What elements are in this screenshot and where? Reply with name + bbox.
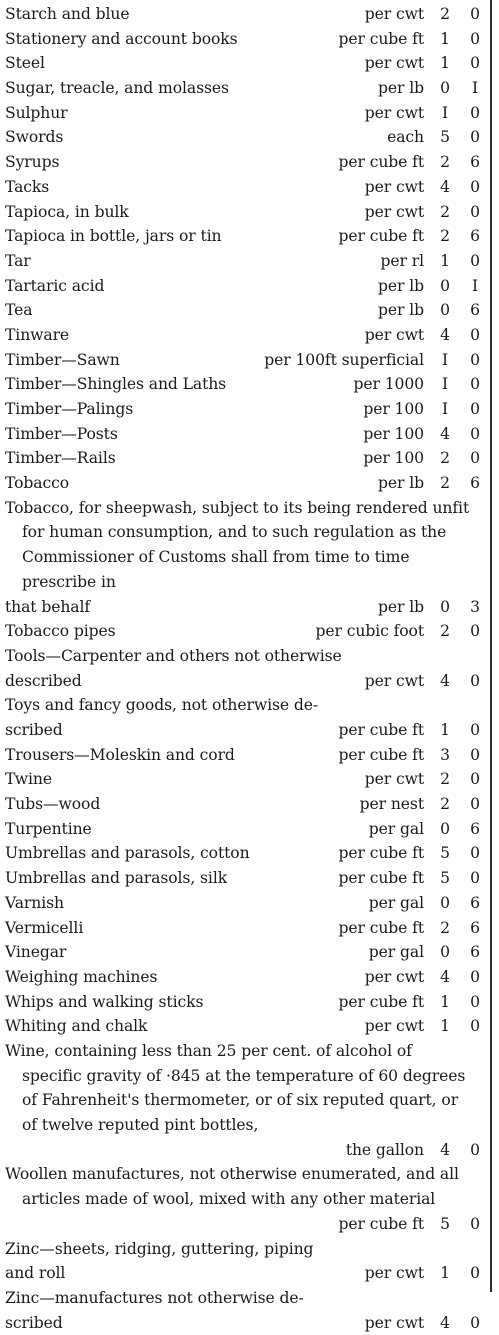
item-unit: per cube ft [338, 918, 424, 937]
tariff-entry [0, 125, 486, 150]
tariff-entry [0, 200, 486, 225]
item-description: Weighing machines [5, 967, 158, 986]
item-unit: per lb [378, 276, 424, 295]
duty-shillings: 1 [440, 54, 450, 73]
item-description: Tea [5, 301, 33, 320]
item-unit: per lb [378, 301, 424, 320]
duty-pence: 0 [470, 1264, 480, 1283]
tariff-entry [0, 644, 486, 693]
item-description: Whiting and chalk [5, 1017, 148, 1036]
tariff-row [0, 446, 486, 471]
item-description: Turpentine [5, 819, 92, 838]
tariff-row [0, 817, 486, 842]
item-unit: each [387, 128, 424, 147]
item-description: Tobacco pipes [5, 622, 116, 641]
duty-shillings: 4 [440, 1313, 450, 1332]
item-description: Twine [5, 770, 52, 789]
tariff-row [0, 274, 486, 299]
duty-pence: 0 [470, 5, 480, 23]
tariff-row [0, 200, 486, 225]
item-unit: per 1000 [353, 375, 424, 394]
tariff-list [0, 2, 486, 1335]
duty-pence: 0 [470, 350, 480, 369]
tariff-entry [0, 619, 486, 644]
tariff-row [0, 27, 486, 52]
column-rule [490, 0, 492, 1292]
item-description: Sulphur [5, 103, 68, 122]
duty-pence: 0 [470, 449, 480, 468]
tariff-row [0, 767, 486, 792]
item-description: Varnish [5, 893, 64, 912]
item-description: Timber—Shingles and Laths [5, 375, 227, 394]
duty-shillings: 1 [440, 992, 450, 1011]
item-description: that behalf [5, 597, 91, 616]
entry-paragraph: Zinc—sheets, ridging, guttering, piping [5, 1239, 314, 1258]
item-unit: per gal [368, 819, 424, 838]
duty-pence: 6 [470, 918, 480, 937]
tariff-entry [0, 150, 486, 175]
entry-paragraph: Tools—Carpenter and others not otherwise [5, 646, 342, 665]
item-description: scribed [5, 721, 63, 740]
item-unit: per 100ft superficial [264, 350, 424, 369]
tariff-row [0, 866, 486, 891]
tariff-entry [0, 101, 486, 126]
tariff-entry [0, 693, 486, 742]
duty-shillings: I [441, 400, 449, 418]
duty-pence: 0 [470, 103, 480, 122]
tariff-entry [0, 348, 486, 373]
item-description: Sugar, treacle, and molasses [5, 79, 229, 98]
tariff-row [0, 990, 486, 1015]
duty-shillings: I [441, 350, 449, 369]
item-unit: per rl [380, 251, 424, 270]
duty-pence: 0 [470, 770, 480, 789]
item-description: Tobacco [5, 474, 70, 493]
item-unit: per lb [378, 597, 424, 616]
duty-pence: 0 [470, 1214, 480, 1233]
duty-pence: 0 [470, 375, 480, 394]
duty-pence: 0 [470, 424, 480, 443]
tariff-entry [0, 916, 486, 941]
item-unit: the gallon [345, 1140, 424, 1159]
item-unit: per cube ft [338, 992, 424, 1011]
duty-shillings: 0 [440, 943, 450, 962]
duty-pence: 0 [470, 745, 480, 764]
item-description: described [5, 671, 82, 690]
item-description: Swords [5, 128, 64, 147]
tariff-entry [0, 323, 486, 348]
duty-shillings: 0 [440, 819, 450, 838]
duty-pence: 3 [470, 597, 480, 616]
duty-pence: 0 [470, 1017, 480, 1036]
item-description: and roll [5, 1264, 66, 1283]
item-unit: per cube ft [338, 153, 424, 172]
duty-shillings: 2 [440, 153, 450, 172]
duty-shillings: 2 [440, 202, 450, 221]
tariff-row [0, 372, 486, 397]
item-unit: per cwt [364, 177, 424, 196]
tariff-row [0, 1138, 486, 1163]
duty-shillings: 4 [440, 177, 450, 196]
item-unit: per cwt [364, 103, 424, 122]
item-unit: per 100 [363, 424, 424, 443]
item-unit: per cube ft [338, 745, 424, 764]
duty-shillings: 5 [440, 844, 450, 863]
item-unit: per cube ft [338, 1214, 424, 1233]
item-unit: per cwt [364, 202, 424, 221]
duty-pence: 6 [470, 893, 480, 912]
duty-shillings: 0 [440, 79, 450, 98]
duty-shillings: I [441, 375, 449, 394]
tariff-row [0, 1014, 486, 1039]
item-unit: per cube ft [338, 227, 424, 246]
tariff-row [0, 1311, 486, 1335]
entry-paragraph: Tobacco, for sheepwash, subject to its being rendered unfit for human consumption, and to such regulation as the Commissioner of Customs shall from time to time prescribe in [5, 498, 470, 591]
entry-paragraph: Zinc—manufactures not otherwise de- [5, 1288, 304, 1307]
item-unit: per cwt [364, 1017, 424, 1036]
tariff-row [0, 76, 486, 101]
tariff-entry [0, 767, 486, 792]
item-unit: per 100 [363, 400, 424, 418]
tariff-row [0, 940, 486, 965]
tariff-entry [0, 496, 486, 620]
tariff-entry [0, 1286, 486, 1335]
tariff-row [0, 1261, 486, 1286]
entry-paragraph: Woollen manufactures, not otherwise enumerated, and all articles made of wool, mixed with any other material [5, 1165, 459, 1209]
item-description: Timber—Palings [5, 400, 134, 418]
duty-pence: 0 [470, 721, 480, 740]
item-unit: per cwt [364, 54, 424, 73]
duty-pence: 6 [470, 819, 480, 838]
tariff-row [0, 298, 486, 323]
tariff-entry [0, 471, 486, 496]
duty-shillings: 0 [440, 301, 450, 320]
item-unit: per lb [378, 474, 424, 493]
item-unit: per 100 [363, 449, 424, 468]
tariff-entry [0, 51, 486, 76]
tariff-row [0, 175, 486, 200]
duty-pence: 0 [470, 202, 480, 221]
duty-shillings: 1 [440, 29, 450, 48]
duty-shillings: 2 [440, 918, 450, 937]
tariff-row [0, 125, 486, 150]
duty-shillings: 2 [440, 770, 450, 789]
duty-shillings: 4 [440, 1140, 450, 1159]
tariff-entry [0, 1014, 486, 1039]
tariff-row [0, 669, 486, 694]
duty-pence: 0 [470, 325, 480, 344]
duty-pence: 0 [470, 844, 480, 863]
tariff-entry [0, 298, 486, 323]
duty-shillings: 1 [440, 251, 450, 270]
tariff-row [0, 348, 486, 373]
tariff-row [0, 841, 486, 866]
item-unit: per cwt [364, 5, 424, 23]
item-unit: per cwt [364, 325, 424, 344]
duty-shillings: 1 [440, 721, 450, 740]
duty-shillings: 5 [440, 128, 450, 147]
duty-pence: 0 [470, 29, 480, 48]
duty-pence: 0 [470, 795, 480, 814]
item-description: Stationery and account books [5, 29, 238, 48]
item-unit: per cwt [364, 770, 424, 789]
item-description: Umbrellas and parasols, cotton [5, 844, 250, 863]
duty-pence: 0 [470, 1140, 480, 1159]
duty-pence: 0 [470, 177, 480, 196]
duty-shillings: 0 [440, 597, 450, 616]
item-unit: per gal [368, 893, 424, 912]
duty-shillings: 2 [440, 227, 450, 246]
duty-pence: 0 [470, 622, 480, 641]
tariff-row [0, 323, 486, 348]
item-description: Trousers—Moleskin and cord [5, 745, 235, 764]
tariff-entry [0, 841, 486, 866]
tariff-entry [0, 990, 486, 1015]
tariff-row [0, 916, 486, 941]
duty-shillings: 0 [440, 893, 450, 912]
item-unit: per cubic foot [315, 622, 424, 641]
tariff-entry [0, 372, 486, 397]
duty-shillings: 4 [440, 967, 450, 986]
tariff-row [0, 1212, 486, 1237]
duty-pence: 0 [470, 671, 480, 690]
duty-shillings: 4 [440, 671, 450, 690]
item-description: Timber—Sawn [5, 350, 120, 369]
item-unit: per gal [368, 943, 424, 962]
duty-pence: 6 [470, 301, 480, 320]
duty-shillings: 4 [440, 424, 450, 443]
item-description: Tar [5, 251, 31, 270]
tariff-entry [0, 422, 486, 447]
duty-pence: 6 [470, 943, 480, 962]
tariff-entry [0, 249, 486, 274]
duty-pence: 0 [470, 54, 480, 73]
tariff-row [0, 150, 486, 175]
item-unit: per cube ft [338, 721, 424, 740]
item-description: Whips and walking sticks [5, 992, 204, 1011]
item-unit: per cube ft [338, 29, 424, 48]
tariff-entry [0, 175, 486, 200]
duty-shillings: I [441, 103, 449, 122]
tariff-entry [0, 940, 486, 965]
duty-shillings: 5 [440, 869, 450, 888]
tariff-row [0, 397, 486, 422]
item-description: Timber—Rails [5, 449, 116, 468]
duty-shillings: 2 [440, 449, 450, 468]
item-description: Timber—Posts [5, 424, 118, 443]
item-unit: per nest [359, 795, 424, 814]
item-description: Steel [5, 54, 45, 73]
item-description: Starch and blue [5, 5, 130, 23]
item-unit: per cwt [364, 967, 424, 986]
tariff-entry [0, 817, 486, 842]
item-unit: per cwt [364, 671, 424, 690]
tariff-row [0, 792, 486, 817]
item-description: Tartaric acid [5, 276, 105, 295]
tariff-row [0, 965, 486, 990]
duty-shillings: 5 [440, 1214, 450, 1233]
tariff-row [0, 2, 486, 27]
tariff-row [0, 743, 486, 768]
duty-shillings: 1 [440, 1264, 450, 1283]
tariff-entry [0, 2, 486, 27]
item-description: Vinegar [5, 943, 67, 962]
duty-shillings: 4 [440, 325, 450, 344]
tariff-entry [0, 1039, 486, 1163]
tariff-row [0, 471, 486, 496]
item-description: Tapioca in bottle, jars or tin [5, 227, 222, 246]
tariff-row [0, 891, 486, 916]
item-unit: per cwt [364, 1264, 424, 1283]
tariff-entry [0, 965, 486, 990]
duty-shillings: 0 [440, 276, 450, 295]
tariff-entry [0, 1162, 486, 1236]
duty-pence: 6 [470, 227, 480, 246]
tariff-entry [0, 397, 486, 422]
duty-shillings: 2 [440, 622, 450, 641]
duty-shillings: 2 [440, 474, 450, 493]
tariff-entry [0, 446, 486, 471]
item-unit: per cwt [364, 1313, 424, 1332]
tariff-entry [0, 1237, 486, 1286]
duty-pence: 6 [470, 474, 480, 493]
item-description: Vermicelli [5, 918, 84, 937]
duty-pence: I [471, 276, 479, 295]
item-description: scribed [5, 1313, 63, 1332]
item-description: Tinware [5, 325, 70, 344]
item-unit: per cube ft [338, 844, 424, 863]
duty-shillings: 1 [440, 1017, 450, 1036]
duty-pence: 0 [470, 128, 480, 147]
tariff-row [0, 619, 486, 644]
tariff-row [0, 101, 486, 126]
duty-pence: 0 [470, 967, 480, 986]
tariff-entry [0, 891, 486, 916]
duty-shillings: 2 [440, 5, 450, 23]
item-unit: per lb [378, 79, 424, 98]
duty-shillings: 2 [440, 795, 450, 814]
duty-pence: 0 [470, 1313, 480, 1332]
duty-pence: 0 [470, 992, 480, 1011]
duty-pence: 0 [470, 869, 480, 888]
item-description: Tapioca, in bulk [5, 202, 129, 221]
tariff-row [0, 422, 486, 447]
tariff-row [0, 249, 486, 274]
item-description: Umbrellas and parasols, silk [5, 869, 228, 888]
tariff-row [0, 51, 486, 76]
entry-paragraph: Toys and fancy goods, not otherwise de- [5, 696, 319, 715]
tariff-entry [0, 743, 486, 768]
tariff-entry [0, 274, 486, 299]
tariff-entry [0, 866, 486, 891]
tariff-entry [0, 27, 486, 52]
tariff-entry [0, 224, 486, 249]
item-description: Tacks [5, 177, 50, 196]
tariff-row [0, 718, 486, 743]
tariff-entry [0, 792, 486, 817]
tariff-row [0, 595, 486, 620]
duty-pence: 0 [470, 251, 480, 270]
duty-pence: 0 [470, 400, 480, 418]
duty-shillings: 3 [440, 745, 450, 764]
duty-pence: I [471, 79, 479, 98]
entry-paragraph: Wine, containing less than 25 per cent. of alcohol of specific gravity of ·845 at the temperature of 60 degrees of Fahrenheit's thermometer, or of six reputed quart, or of twelve reputed pint bottles, [5, 1041, 466, 1135]
duty-pence: 6 [470, 153, 480, 172]
tariff-row [0, 224, 486, 249]
tariff-entry [0, 76, 486, 101]
item-description: Tubs—wood [5, 795, 101, 814]
item-description: Syrups [5, 153, 60, 172]
item-unit: per cube ft [338, 869, 424, 888]
